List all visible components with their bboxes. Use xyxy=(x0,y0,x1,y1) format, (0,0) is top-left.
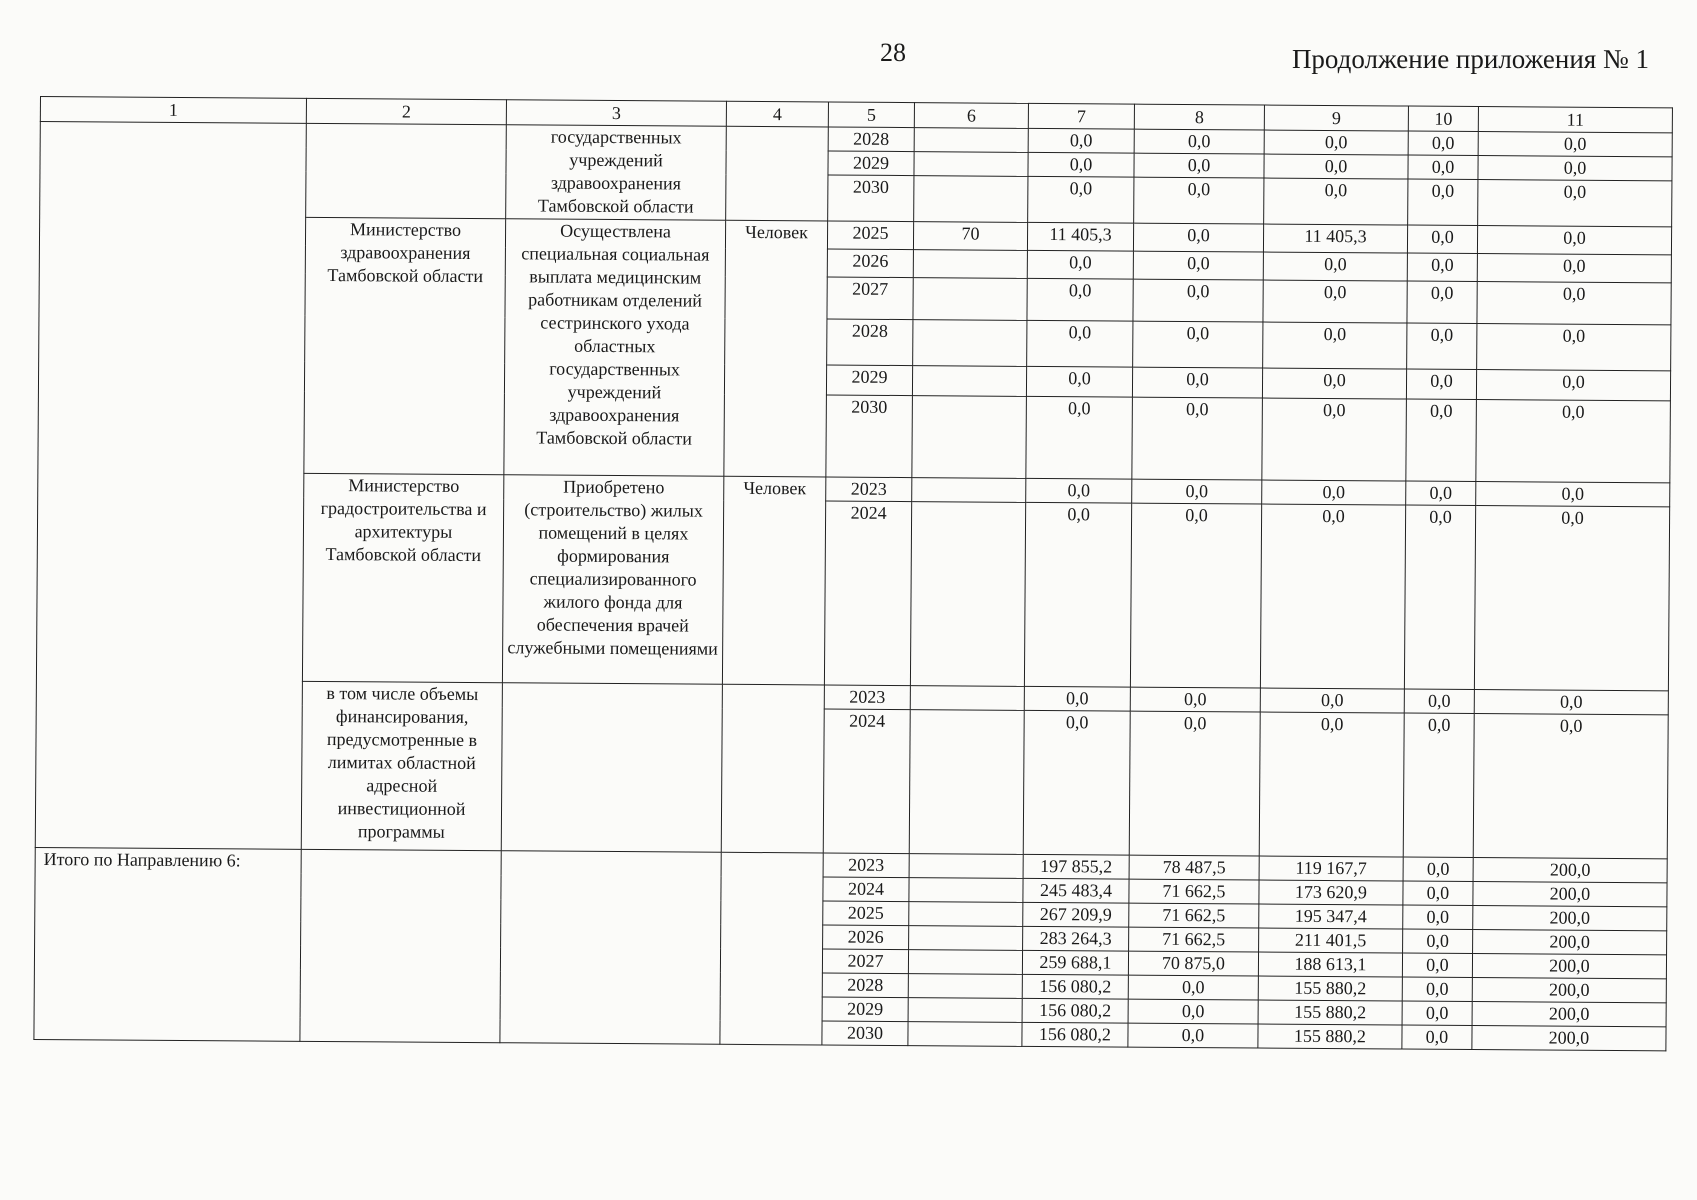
column-header: 11 xyxy=(1478,107,1672,133)
year-cell: 2028 xyxy=(827,319,913,366)
continuation-title: Продолжение приложения № 1 xyxy=(1291,44,1649,74)
year-cell: 2024 xyxy=(823,709,910,854)
local-budget-cell: 0,0 xyxy=(1403,905,1473,929)
federal-budget-cell: 0,0 xyxy=(1134,129,1264,154)
year-cell: 2025 xyxy=(823,901,909,926)
local-budget-cell: 0,0 xyxy=(1403,713,1474,857)
local-budget-cell: 0,0 xyxy=(1402,977,1472,1001)
total-amount-cell: 0,0 xyxy=(1023,710,1130,855)
column-header: 2 xyxy=(306,98,506,124)
regional-budget-cell: 0,0 xyxy=(1263,322,1407,369)
column-header: 3 xyxy=(506,100,726,127)
total-amount-cell: 0,0 xyxy=(1027,320,1133,367)
local-budget-cell: 0,0 xyxy=(1402,953,1472,977)
year-cell: 2024 xyxy=(823,877,909,902)
federal-budget-cell: 0,0 xyxy=(1129,711,1260,856)
total-empty-cell xyxy=(500,851,721,1045)
result-cell: Осуществлена специальная социальная выплата медицинским работникам отделений сестринского ухода областных государственных учреждений здравоохранения Тамбовской области xyxy=(504,219,726,477)
regional-budget-cell: 0,0 xyxy=(1262,368,1406,399)
local-budget-cell: 0,0 xyxy=(1406,481,1476,505)
regional-budget-cell: 0,0 xyxy=(1262,480,1406,505)
year-cell: 2029 xyxy=(828,151,914,176)
other-sources-cell: 200,0 xyxy=(1473,858,1667,883)
total-amount-cell: 0,0 xyxy=(1028,176,1134,223)
local-budget-cell: 0,0 xyxy=(1403,857,1473,881)
total-amount-cell: 0,0 xyxy=(1027,278,1133,321)
result-cell: Приобретено (строительство) жилых помещений в целях формирования специализированного жилого фонда для обеспечения врачей служебными помещениями xyxy=(502,475,723,685)
other-sources-cell: 0,0 xyxy=(1477,282,1671,325)
indicator-value-cell xyxy=(914,128,1028,153)
total-amount-cell: 156 080,2 xyxy=(1022,998,1128,1023)
federal-budget-cell: 71 662,5 xyxy=(1129,903,1259,928)
regional-budget-cell: 0,0 xyxy=(1264,154,1408,179)
regional-budget-cell: 0,0 xyxy=(1263,252,1407,281)
total-amount-cell: 0,0 xyxy=(1024,502,1131,687)
year-cell: 2024 xyxy=(824,501,911,686)
year-cell: 2030 xyxy=(822,1021,908,1046)
executor-cell: Министерство градостроительства и архитектуры Тамбовской области xyxy=(302,473,503,682)
indicator-value-cell xyxy=(912,366,1026,397)
year-cell: 2027 xyxy=(822,949,908,974)
year-cell: 2026 xyxy=(823,925,909,950)
other-sources-cell: 0,0 xyxy=(1476,482,1670,507)
federal-budget-cell: 0,0 xyxy=(1133,279,1263,322)
local-budget-cell: 0,0 xyxy=(1407,323,1477,369)
column-header: 4 xyxy=(726,101,828,127)
year-cell: 2026 xyxy=(827,249,913,278)
federal-budget-cell: 0,0 xyxy=(1130,503,1261,688)
column-header: 8 xyxy=(1134,104,1264,130)
local-budget-cell: 0,0 xyxy=(1404,689,1474,713)
total-amount-cell: 0,0 xyxy=(1026,396,1133,479)
indicator-value-cell xyxy=(908,974,1022,999)
federal-budget-cell: 0,0 xyxy=(1134,153,1264,178)
other-sources-cell: 200,0 xyxy=(1473,930,1667,955)
other-sources-cell: 0,0 xyxy=(1478,180,1672,227)
year-cell: 2029 xyxy=(826,365,912,396)
column-header: 1 xyxy=(40,97,306,124)
indicator-value-cell xyxy=(910,502,1025,687)
local-budget-cell: 0,0 xyxy=(1404,505,1475,689)
local-budget-cell: 0,0 xyxy=(1402,1001,1472,1025)
indicator-value-cell xyxy=(909,710,1024,855)
regional-budget-cell: 0,0 xyxy=(1264,178,1408,225)
local-budget-cell: 0,0 xyxy=(1407,225,1477,253)
other-sources-cell: 0,0 xyxy=(1477,324,1671,371)
total-label-cell: Итого по Направлению 6: xyxy=(34,847,301,1041)
other-sources-cell: 0,0 xyxy=(1474,690,1668,715)
other-sources-cell: 200,0 xyxy=(1472,978,1666,1003)
total-amount-cell: 0,0 xyxy=(1026,478,1132,503)
regional-budget-cell: 11 405,3 xyxy=(1263,224,1407,253)
local-budget-cell: 0,0 xyxy=(1408,131,1478,155)
other-sources-cell: 0,0 xyxy=(1478,156,1672,181)
local-budget-cell: 0,0 xyxy=(1406,369,1476,399)
total-amount-cell: 0,0 xyxy=(1028,128,1134,153)
total-amount-cell: 0,0 xyxy=(1026,366,1132,397)
indicator-value-cell xyxy=(912,478,1026,503)
indicator-value-cell xyxy=(912,396,1027,479)
year-cell: 2025 xyxy=(827,221,913,250)
other-sources-cell: 0,0 xyxy=(1473,714,1668,859)
total-amount-cell: 197 855,2 xyxy=(1023,854,1129,879)
regional-budget-cell: 188 613,1 xyxy=(1258,952,1402,977)
year-cell: 2023 xyxy=(823,853,909,878)
other-sources-cell: 200,0 xyxy=(1473,882,1667,907)
total-amount-cell: 156 080,2 xyxy=(1022,974,1128,999)
section-cell xyxy=(35,122,306,850)
year-cell: 2027 xyxy=(827,277,913,320)
executor-cell: Министерство здравоохранения Тамбовской области xyxy=(304,217,506,474)
federal-budget-cell: 0,0 xyxy=(1132,397,1263,480)
federal-budget-cell: 0,0 xyxy=(1130,687,1260,712)
indicator-value-cell xyxy=(910,686,1024,711)
regional-budget-cell: 0,0 xyxy=(1260,688,1404,713)
total-amount-cell: 0,0 xyxy=(1028,152,1134,177)
other-sources-cell: 200,0 xyxy=(1473,906,1667,931)
indicator-value-cell xyxy=(914,152,1028,177)
other-sources-cell: 200,0 xyxy=(1472,1026,1666,1051)
indicator-value-cell xyxy=(913,320,1027,367)
local-budget-cell: 0,0 xyxy=(1406,399,1477,481)
total-amount-cell: 283 264,3 xyxy=(1023,926,1129,951)
regional-budget-cell: 195 347,4 xyxy=(1259,904,1403,929)
local-budget-cell: 0,0 xyxy=(1407,281,1477,323)
total-amount-cell: 267 209,9 xyxy=(1023,902,1129,927)
federal-budget-cell: 0,0 xyxy=(1133,321,1263,368)
total-empty-cell xyxy=(720,852,823,1045)
local-budget-cell: 0,0 xyxy=(1402,1025,1472,1049)
column-header: 9 xyxy=(1264,105,1408,131)
other-sources-cell: 0,0 xyxy=(1478,132,1672,157)
year-cell: 2023 xyxy=(824,685,910,710)
result-cell xyxy=(501,683,722,853)
indicator-value-cell xyxy=(909,926,1023,951)
result-cell: государственных учреждений здравоохранения Тамбовской области xyxy=(506,125,727,221)
federal-budget-cell: 0,0 xyxy=(1128,999,1258,1024)
local-budget-cell: 0,0 xyxy=(1408,179,1478,225)
other-sources-cell: 0,0 xyxy=(1476,370,1670,401)
indicator-value-cell xyxy=(909,878,1023,903)
unit-cell: Человек xyxy=(724,220,828,477)
federal-budget-cell: 0,0 xyxy=(1128,1023,1258,1048)
federal-budget-cell: 71 662,5 xyxy=(1129,879,1259,904)
total-amount-cell: 11 405,3 xyxy=(1027,222,1133,251)
local-budget-cell: 0,0 xyxy=(1407,253,1477,281)
federal-budget-cell: 70 875,0 xyxy=(1128,951,1258,976)
other-sources-cell: 200,0 xyxy=(1472,954,1666,979)
federal-budget-cell: 0,0 xyxy=(1134,177,1264,224)
regional-budget-cell: 155 880,2 xyxy=(1258,1000,1402,1025)
year-cell: 2030 xyxy=(828,175,914,222)
federal-budget-cell: 78 487,5 xyxy=(1129,855,1259,880)
other-sources-cell: 200,0 xyxy=(1472,1002,1666,1027)
federal-budget-cell: 0,0 xyxy=(1128,975,1258,1000)
regional-budget-cell: 0,0 xyxy=(1260,504,1405,689)
year-cell: 2030 xyxy=(826,395,913,478)
regional-budget-cell: 119 167,7 xyxy=(1259,856,1403,881)
local-budget-cell: 0,0 xyxy=(1403,881,1473,905)
regional-budget-cell: 155 880,2 xyxy=(1258,976,1402,1001)
total-amount-cell: 259 688,1 xyxy=(1022,950,1128,975)
indicator-value-cell xyxy=(909,902,1023,927)
year-cell: 2023 xyxy=(826,477,912,502)
other-sources-cell: 0,0 xyxy=(1477,254,1671,283)
indicator-value-cell xyxy=(913,278,1027,321)
financing-table-sheet xyxy=(33,96,1672,1051)
total-amount-cell: 0,0 xyxy=(1027,250,1133,279)
total-amount-cell: 0,0 xyxy=(1024,686,1130,711)
federal-budget-cell: 0,0 xyxy=(1132,479,1262,504)
unit-cell xyxy=(721,684,824,853)
unit-cell: Человек xyxy=(722,476,825,685)
local-budget-cell: 0,0 xyxy=(1403,929,1473,953)
column-header: 5 xyxy=(828,102,914,128)
federal-budget-cell: 0,0 xyxy=(1133,251,1263,280)
year-cell: 2028 xyxy=(828,127,914,152)
regional-budget-cell: 173 620,9 xyxy=(1259,880,1403,905)
executor-cell: в том числе объемы финансирования, предусмотренные в лимитах областной адресной инвестиционной программы xyxy=(301,681,502,850)
other-sources-cell: 0,0 xyxy=(1477,226,1671,255)
total-amount-cell: 156 080,2 xyxy=(1022,1022,1128,1047)
regional-budget-cell: 155 880,2 xyxy=(1258,1024,1402,1049)
federal-budget-cell: 71 662,5 xyxy=(1129,927,1259,952)
other-sources-cell: 0,0 xyxy=(1474,506,1669,691)
regional-budget-cell: 0,0 xyxy=(1259,712,1404,857)
column-header: 7 xyxy=(1028,103,1134,129)
federal-budget-cell: 0,0 xyxy=(1133,223,1263,252)
executor-cell xyxy=(306,123,507,218)
indicator-value-cell xyxy=(908,1022,1022,1047)
indicator-value-cell xyxy=(914,176,1028,223)
financing-table xyxy=(33,96,1673,1051)
year-cell: 2028 xyxy=(822,973,908,998)
regional-budget-cell: 211 401,5 xyxy=(1259,928,1403,953)
total-empty-cell xyxy=(300,849,501,1042)
column-header: 6 xyxy=(914,103,1028,129)
regional-budget-cell: 0,0 xyxy=(1263,280,1407,323)
federal-budget-cell: 0,0 xyxy=(1132,367,1262,398)
other-sources-cell: 0,0 xyxy=(1476,400,1671,483)
total-amount-cell: 245 483,4 xyxy=(1023,878,1129,903)
indicator-value-cell: 70 xyxy=(913,222,1027,251)
local-budget-cell: 0,0 xyxy=(1408,155,1478,179)
year-cell: 2029 xyxy=(822,997,908,1022)
column-header: 10 xyxy=(1408,106,1478,131)
unit-cell xyxy=(726,126,829,221)
regional-budget-cell: 0,0 xyxy=(1264,130,1408,155)
regional-budget-cell: 0,0 xyxy=(1262,398,1407,481)
indicator-value-cell xyxy=(908,998,1022,1023)
page-number: 28 xyxy=(880,38,906,67)
indicator-value-cell xyxy=(913,250,1027,279)
indicator-value-cell xyxy=(908,950,1022,975)
indicator-value-cell xyxy=(909,854,1023,879)
